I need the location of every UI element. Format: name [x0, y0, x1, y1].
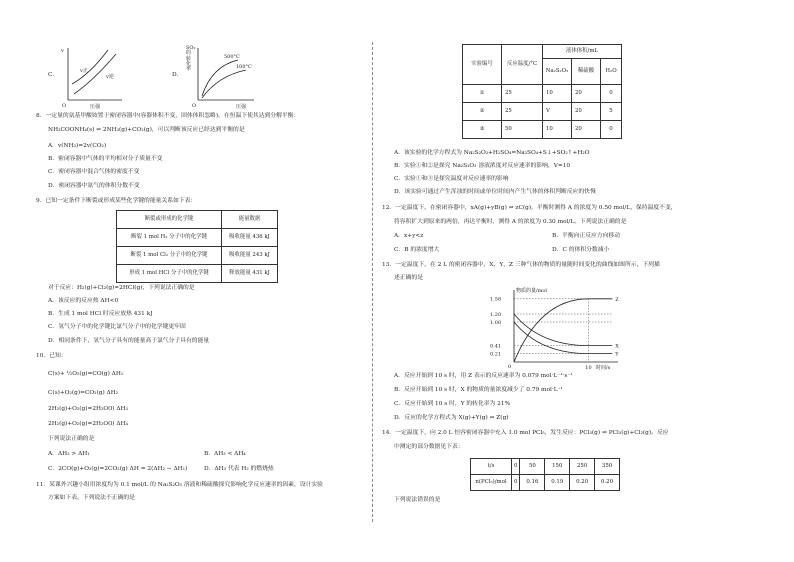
q14-val-50: 0.16	[520, 475, 545, 491]
q13-option-c: C．反应开始到 10 s 时，Y 的转化率为 21%	[394, 401, 511, 407]
q12-option-a: A．x+y<z	[394, 233, 424, 239]
q8-option-b: B．密闭容器中气体的平均相对分子质量不变	[48, 156, 163, 162]
graph-d	[192, 44, 262, 110]
q10-ask: 下列说法正确的是	[48, 436, 95, 442]
q11-head-vol: 液体体积/mL	[543, 45, 622, 59]
q13-option-b: B．反应开始到 10 s 时，X 的物质的量浓度减少了 0.79 mol·L⁻¹	[394, 387, 563, 393]
q8-stem-1: 8．一定量的氨基甲酸铵置于密闭容器中(容器体积不变，固体体积忽略)，在恒温下使其达到分解平衡：	[36, 113, 300, 119]
q12-option-c: C．B 的浓度增大	[394, 247, 440, 253]
q10-option-a: A．ΔH₂ > ΔH₁	[48, 451, 90, 457]
q12-stem-2: 将容积扩大到原来的两倍，再达平衡时，测得 A 的浓度为 0.30 mol/L。下列说法正确的是	[394, 219, 627, 225]
q9-bond-table	[116, 210, 278, 283]
graph-c-x-label: 压强	[90, 104, 101, 110]
q12-option-b: B．平衡向正反应方向移动	[552, 233, 621, 239]
q14-val-150: 0.19	[545, 475, 570, 491]
q10-eq4: 2H₂(g)+O₂(g)=2H₂O(l) ΔH₄	[48, 421, 128, 427]
graph-d-y-label: SO₂的转化率	[186, 45, 196, 72]
q13-series-label-Z: Z	[615, 296, 619, 303]
q9-row2-bond: 断裂 1 mol Cl₂ 分子中的化学键	[117, 247, 222, 265]
q14-val-0: 0	[512, 475, 520, 491]
q9-row3-energy: 释放能量 431 kJ	[222, 265, 278, 283]
q8-option-a: A．v(NH₃)=2v(CO₂)	[48, 143, 107, 149]
q11-experiment-table	[462, 44, 622, 139]
graph-d-origin: O	[192, 103, 197, 109]
q10-eq3: 2H₂(g)+O₂(g)=2H₂O(l) ΔH₃	[48, 406, 128, 412]
q11-r1-exp: ①	[463, 85, 502, 103]
option-d-label: D．	[172, 72, 183, 78]
q9-row2-energy: 吸收能量 243 kJ	[222, 247, 278, 265]
q14-val-250: 0.20	[570, 475, 595, 491]
graph-d-curve1: 500°C	[224, 54, 240, 60]
q14-row-label: n(PCl₃)/mol	[471, 475, 512, 491]
q11-r3-exp: ③	[463, 121, 502, 139]
q9-head-energy: 能量数据	[222, 211, 278, 229]
q11-r2-na: V	[543, 103, 572, 121]
q11-option-b: B．实验①和②是探究 Na₂S₂O₃ 溶液浓度对反应速率的影响，V=10	[394, 163, 571, 169]
q13-ytick-label: 1.00	[490, 319, 502, 326]
q14-head-0: 0	[512, 459, 520, 475]
q11-stem-1: 11．某课外兴趣小组用浓度均为 0.1 mol/L 的 Na₂S₂O₃ 溶液和稀硫酸探究影响化学反应速率的因素，设计实验	[36, 482, 323, 488]
q11-head-na2s2o3: Na₂S₂O₃	[543, 59, 572, 85]
q13-option-d: D．反应的化学方程式为 X(g)+Y(g) ⇌ Z(g)	[394, 415, 509, 421]
q11-r3-water: 0	[601, 121, 622, 139]
q10-eq1: C(s)+ ½O₂(g)=CO(g) ΔH₁	[48, 371, 124, 377]
q8-option-c: C．密闭容器中混合气体的密度不变	[48, 169, 140, 175]
q14-head-250: 250	[570, 459, 595, 475]
q14-head-150: 150	[545, 459, 570, 475]
q13-option-a: A．反应开始到 10 s 时，用 Z 表示的反应速率为 0.079 mol·L⁻¹·s⁻¹	[394, 373, 573, 379]
q10-option-d: D．ΔH₃ 代表 H₂ 的燃烧热	[204, 466, 274, 472]
q9-after: 对于反应：H₂(g)+Cl₂(g)=2HCl(g)，下列说法正确的是	[48, 285, 195, 291]
q13-series-Y	[514, 322, 612, 354]
q9-option-a: A．该反应的反应热 ΔH<0	[48, 298, 119, 304]
option-c-label: C．	[48, 72, 59, 78]
q9-head-bond: 断裂或形成的化学键	[117, 211, 222, 229]
q14-stem-2: 中测定的部分数据见下表：	[394, 444, 464, 450]
q9-row3-bond: 形成 1 mol HCl 分子中的化学键	[117, 265, 222, 283]
q13-series-Z	[514, 299, 612, 362]
graph-c-curve2: v逆	[106, 74, 114, 80]
q13-stem-1: 13．一定温度下，在 2 L 的密闭容器中，X、Y、Z 三种气体的物质的量随时间变化的曲线如图所示，下列描	[382, 262, 660, 268]
q14-data-table	[470, 458, 620, 491]
q11-head-water: H₂O	[601, 59, 622, 85]
q11-head-temp: 反应温度/°C	[502, 45, 543, 85]
q11-r1-water: 0	[601, 85, 622, 103]
q11-r1-na: 10	[543, 85, 572, 103]
q13-ytick-label: 0.41	[490, 343, 502, 350]
q9-row1-bond: 断裂 1 mol H₂ 分子中的化学键	[117, 229, 222, 247]
q11-head-acid: 稀硫酸	[572, 59, 601, 85]
q13-stem-2: 述正确的是	[394, 275, 423, 281]
graph-d-curve2: 100°C	[236, 64, 252, 70]
q11-r2-acid: 20	[572, 103, 601, 121]
q14-stem-1: 14．一定温度下，向 2.0 L 恒容密闭容器中充入 1.0 mol PCl₅，发生反应：PCl₅(g) ⇌ PCl₃(g)+Cl₂(g)。反应	[382, 430, 669, 436]
q13-ytick-label: 1.58	[490, 296, 502, 303]
q13-y-label: 物质的量/mol	[516, 288, 548, 294]
q11-r3-temp: 50	[502, 121, 543, 139]
q11-r2-temp: 25	[502, 103, 543, 121]
q11-option-c: C．实验①和③是探究温度对反应速率的影响	[394, 176, 509, 182]
q11-r1-acid: 20	[572, 85, 601, 103]
q14-val-350: 0.20	[595, 475, 620, 491]
q13-xtick-label: 10	[585, 365, 592, 370]
q10-option-b: B．ΔH₃ < ΔH₄	[204, 451, 246, 457]
graph-c	[60, 44, 130, 110]
q10-eq2: C(s)+O₂(g)=CO₂(g) ΔH₂	[48, 390, 119, 396]
q11-r3-na: 10	[543, 121, 572, 139]
graph-c-curve1: v正	[80, 68, 88, 74]
q11-option-a: A．该实验的化学方程式为 Na₂S₂O₃+H₂SO₄=Na₂SO₄+S↓+SO₂↑+H₂O	[394, 150, 590, 156]
graph-c-origin: O	[62, 103, 67, 109]
q9-option-b: B．生成 1 mol HCl 时反应放热 431 kJ	[48, 311, 153, 317]
q13-marks	[490, 297, 619, 370]
q8-option-d: D．密闭容器中氨气的体积分数不变	[48, 183, 140, 189]
q13-x-label: 时间/s	[596, 365, 611, 370]
q8-stem-2: NH₂COONH₄(s) ⇌ 2NH₃(g)+CO₂(g)，可以判断该反应已经达到平衡的是	[48, 127, 245, 133]
q9-stem: 9．已知一定条件下断裂或形成某些化学键的能量关系如下表：	[36, 198, 197, 204]
q14-head-t: t/s	[471, 459, 512, 475]
q12-stem-1: 12．一定温度下，在密闭容器中，xA(g)+yB(g) ⇌ zC(g)，平衡时测得 A 的浓度为 0.50 mol/L，保持温度不变，	[382, 205, 677, 211]
q11-head-exp: 实验编号	[463, 45, 502, 85]
q11-stem-2: 方案如下表。下列说法不正确的是	[48, 495, 135, 501]
graph-d-x-label: 压强	[236, 104, 247, 110]
q11-r3-acid: 20	[572, 121, 601, 139]
q13-chart	[486, 284, 622, 370]
q9-option-c: C．氢气分子中的化学键比氯气分子中的化学键更牢固	[48, 324, 186, 330]
q11-r2-water: 5	[601, 103, 622, 121]
column-divider	[372, 42, 373, 522]
q11-r1-temp: 25	[502, 85, 543, 103]
q13-ytick-label: 0.21	[490, 351, 502, 358]
q14-head-50: 50	[520, 459, 545, 475]
q9-option-d: D．相同条件下，氢气分子具有的能量高于氯气分子具有的能量	[48, 338, 210, 344]
graph-c-y-label: v	[61, 48, 64, 54]
q13-origin: 0	[508, 364, 512, 370]
q14-ask: 下列说法错误的是	[394, 497, 441, 503]
q11-r2-exp: ②	[463, 103, 502, 121]
q9-row1-energy: 吸收能量 436 kJ	[222, 229, 278, 247]
q13-series-label-Y: Y	[615, 351, 619, 358]
q10-stem: 10．已知：	[36, 353, 67, 359]
q13-series-label-X: X	[615, 343, 619, 350]
q10-option-c: C．2CO(g)+O₂(g)=2CO₂(g) ΔH = 2(ΔH₂ − ΔH₁)	[48, 466, 188, 472]
q13-ytick-label: 1.20	[490, 311, 502, 318]
q12-option-d: D．C 的体积分数减小	[552, 247, 610, 253]
q14-head-350: 350	[595, 459, 620, 475]
q11-option-d: D．该实验可通过产生浑浊的时间或单位时间内产生气体的体积判断反应的快慢	[394, 189, 596, 195]
q13-series-X	[514, 314, 612, 346]
